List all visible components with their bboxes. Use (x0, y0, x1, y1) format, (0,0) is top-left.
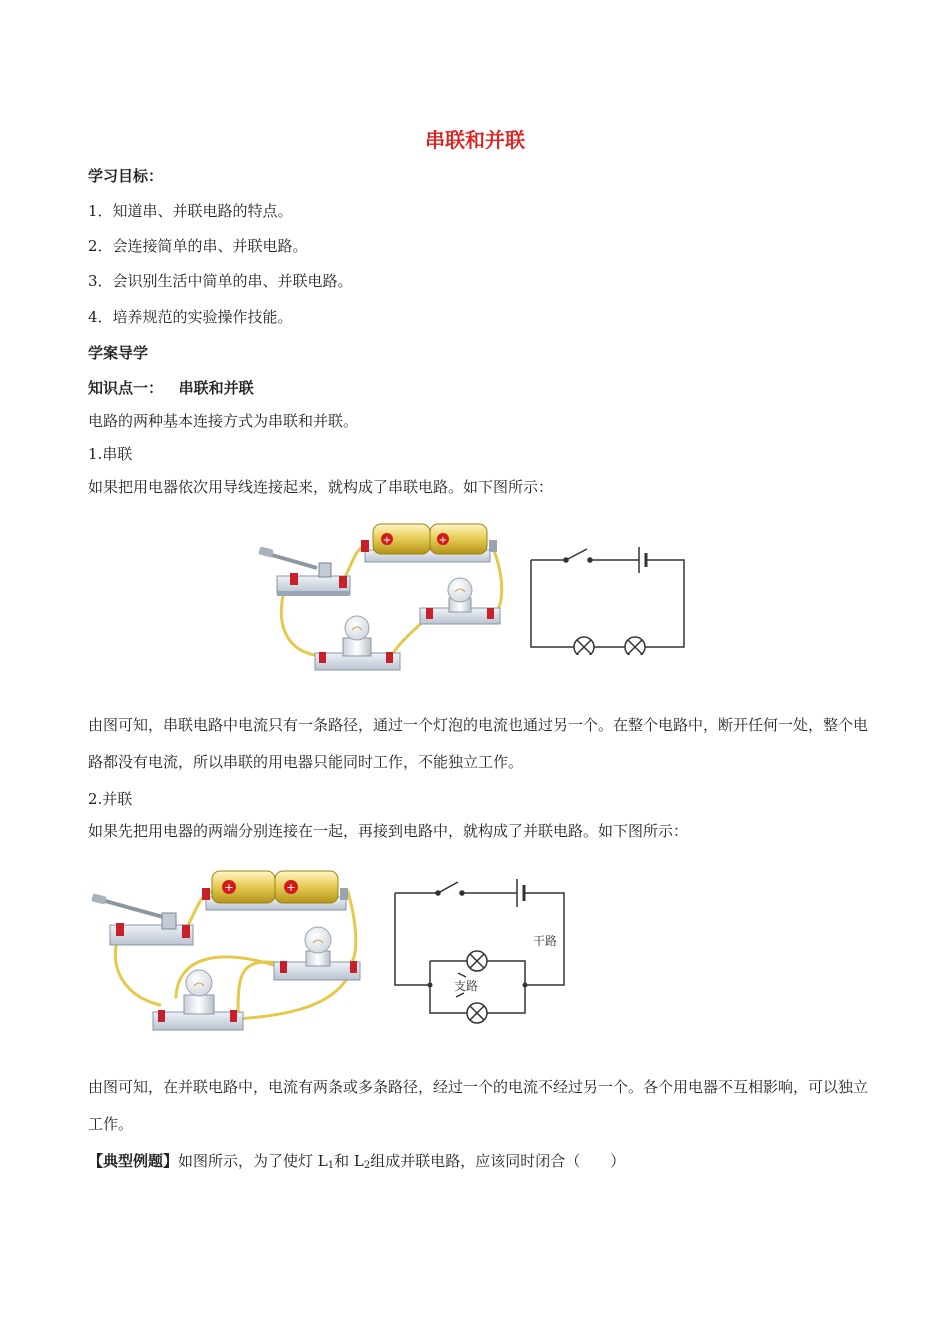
objective-item-4: 4．培养规范的实验操作技能。 (88, 308, 293, 326)
parallel-circuit-schematic (390, 873, 570, 1033)
parallel-heading: 2.并联 (88, 790, 133, 808)
switch-blade (566, 549, 587, 560)
branch-label: 支路 (454, 979, 479, 993)
parallel-description: 如果先把用电器的两端分别连接在一起，再接到电路中，就构成了并联电路。如下图所示： (88, 822, 689, 840)
bulb-holder-bottom-parallel (153, 970, 243, 1030)
svg-text:+: + (224, 881, 234, 894)
example-label: 【典型例题】 (88, 1152, 179, 1170)
series-description: 如果把用电器依次用导线连接起来，就构成了串联电路。如下图所示： (88, 478, 554, 496)
parallel-circuit-illustration (88, 867, 368, 1037)
parallel-conclusion: 由图可知，在并联电路中，电流有两条或多条路径，经过一个的电流不经过另一个。各个用电器不互相影响，可以独立工作。 (88, 1078, 869, 1133)
series-circuit-schematic (525, 540, 690, 655)
series-heading: 1.串联 (88, 445, 133, 463)
guide-heading: 学案导学 (88, 344, 149, 362)
bulb-holder-right-parallel (274, 927, 360, 980)
svg-text:+: + (286, 881, 296, 894)
objective-item-1: 1．知道串、并联电路的特点。 (88, 202, 293, 220)
series-conclusion: 由图可知，串联电路中电流只有一条路径，通过一个灯泡的电流也通过另一个。在整个电路中，断开任何一处，整个电路都没有电流，所以串联的用电器只能同时工作，不能独立工作。 (88, 716, 869, 771)
knife-switch-parallel (91, 893, 193, 945)
objective-item-2: 2．会连接简单的串、并联电路。 (88, 237, 308, 255)
objective-item-3: 3．会识别生活中简单的串、并联电路。 (88, 272, 353, 290)
example-question: 【典型例题】如图所示，为了使灯 $L_1$和 $L_2$组成并联电路，应该同时闭合（ ） (88, 1152, 626, 1171)
page-title: 串联和并联 (425, 128, 525, 152)
svg-text:+: + (382, 535, 392, 546)
main-line-label: 干路 (533, 934, 558, 948)
intro-text: 电路的两种基本连接方式为串联和并联。 (88, 412, 359, 430)
bulb-holder-bottom (315, 616, 400, 670)
svg-text:+: + (438, 535, 448, 546)
objectives-heading: 学习目标： (88, 167, 164, 185)
battery-pack (361, 524, 497, 562)
bulb-holder-right (420, 578, 500, 624)
knowledge-point-heading: 知识点一： 串联和并联 (88, 379, 254, 397)
knife-switch (258, 546, 350, 596)
battery-pack-parallel (202, 871, 348, 910)
series-circuit-illustration (255, 518, 510, 678)
